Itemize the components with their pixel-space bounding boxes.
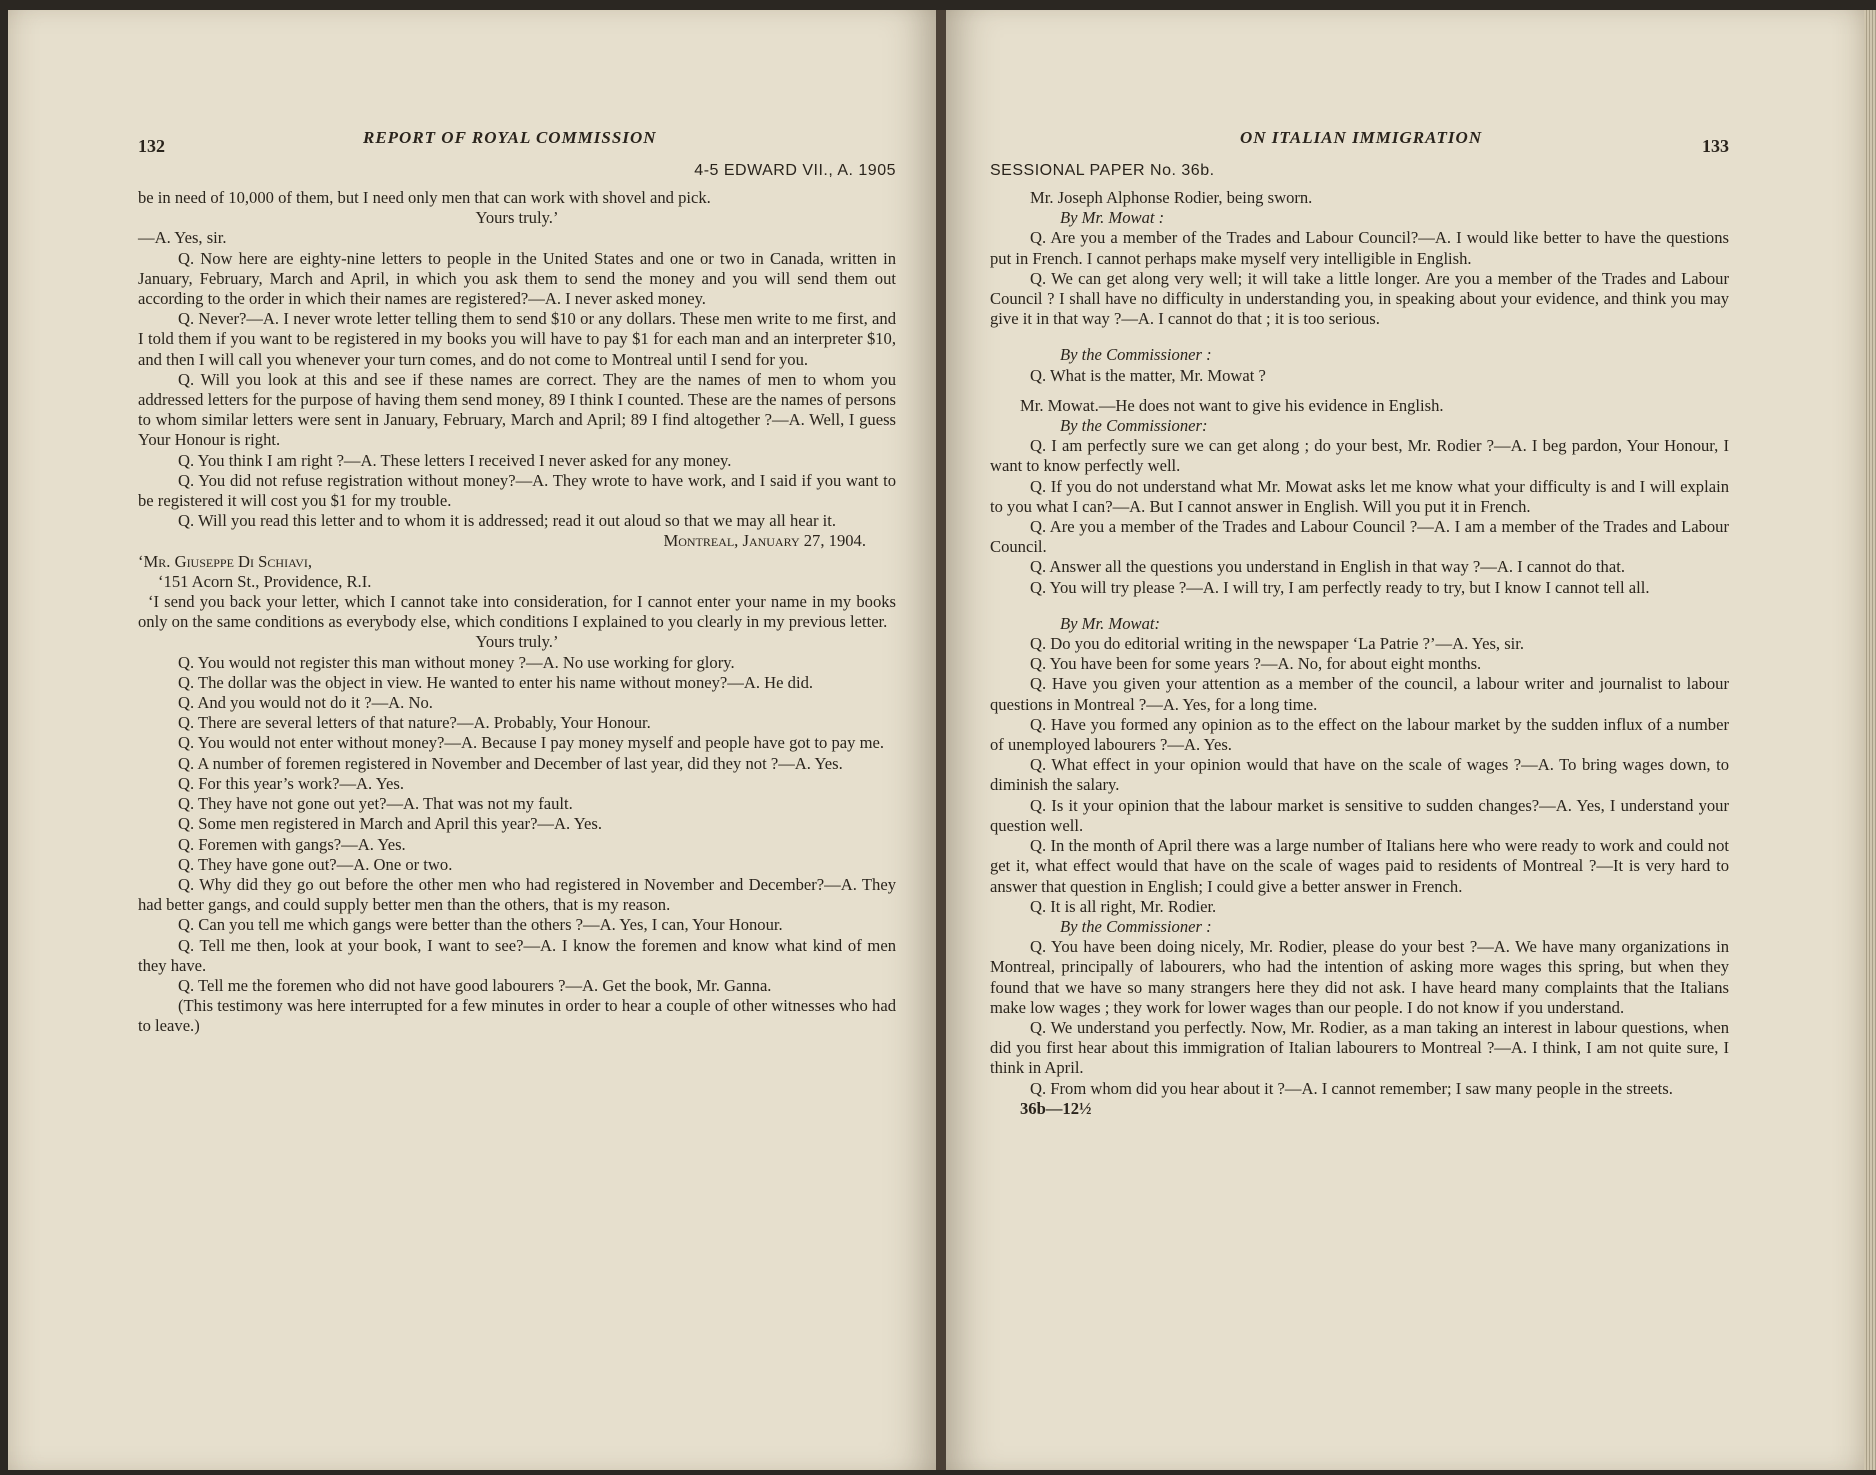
question: Q. Will you read this letter and to whom it is addressed; read it out aloud so that we may all hear it. [178, 511, 837, 531]
letter-closing: Yours truly.’ [475, 208, 559, 228]
examiner-heading: By Mr. Mowat : [1060, 208, 1165, 228]
signature-mark: 36b—12½ [1020, 1098, 1092, 1118]
question: Q. They have gone out?—A. One or two. [178, 854, 453, 874]
question: Q. We understand you perfectly. Now, Mr. Rodier, as a man taking an interest in labour questions, when did you first hear about this immigration of Italian labourers to Montreal ?—A. I think, I am not quite sure, I think in April. [990, 1017, 1729, 1078]
question: Q. From whom did you hear about it ?—A. I cannot remember; I saw many people in the streets. [1030, 1078, 1673, 1098]
question: Q. The dollar was the object in view. He wanted to enter his name without money?—A. He did. [178, 672, 814, 692]
running-title: ON ITALIAN IMMIGRATION [1240, 128, 1483, 147]
question: Q. Can you tell me which gangs were better than the others ?—A. Yes, I can, Your Honour. [178, 915, 783, 935]
question: Q. Some men registered in March and April this year?—A. Yes. [178, 814, 602, 834]
question: Q. They have not gone out yet?—A. That was not my fault. [178, 794, 573, 814]
right-page [946, 10, 1864, 1470]
question: Q. Will you look at this and see if these names are correct. They are the names of men to whom you addressed letters for the purpose of having them send money, 89 I think I counted. These are the names of persons to whom similar letters were sent in January, February, March and April; 89 I find altogether ?—A. Well, I guess Your Honour is right. [138, 369, 896, 450]
examiner-heading: By the Commissioner : [1060, 916, 1212, 936]
note: (This testimony was here interrupted for a few minutes in order to hear a couple of other witnesses who had to leave.) [138, 996, 896, 1036]
question: Q. You will try please ?—A. I will try, I am perfectly ready to try, but I know I cannot tell all. [1030, 577, 1650, 597]
letter-address: ‘151 Acorn St., Providence, R.I. [158, 571, 372, 591]
body-text-left [138, 188, 896, 1037]
question: Q. I am perfectly sure we can get along ; do your best, Mr. Rodier ?—A. I beg pardon, Your Honour, I want to know perfectly well. [990, 436, 1729, 476]
question: Q. What effect in your opinion would that have on the scale of wages ?—A. To bring wages down, to diminish the salary. [990, 755, 1729, 795]
running-head-right [990, 128, 1729, 162]
paragraph: be in need of 10,000 of them, but I need only men that can work with shovel and pick. [138, 188, 711, 207]
question: Q. You would not enter without money?—A. Because I pay money myself and people have got to pay me. [178, 733, 885, 753]
question: Q. You think I am right ?—A. These letters I received I never asked for any money. [178, 450, 732, 470]
question: Q. What is the matter, Mr. Mowat ? [1030, 365, 1266, 385]
examiner-heading: By Mr. Mowat: [1060, 613, 1161, 633]
witness-sworn: Mr. Joseph Alphonse Rodier, being sworn. [1030, 188, 1313, 207]
question: Q. We can get along very well; it will take a little longer. Are you a member of the Trades and Labour Council ? I shall have no difficulty in understanding you, in speaking about your evidence, and think you may give it in that way ?—A. I cannot do that ; it is too serious. [990, 268, 1729, 329]
question: Q. A number of foremen registered in November and December of last year, did they not ?—A. Yes. [178, 753, 843, 773]
page-number: 133 [1702, 136, 1729, 156]
question: Q. You have been for some years ?—A. No, for about eight months. [1030, 654, 1482, 674]
letter-dateline: Montreal, January 27, 1904. [663, 531, 866, 551]
running-head-left [138, 128, 896, 162]
question: Q. Do you do editorial writing in the newspaper ‘La Patrie ?’—A. Yes, sir. [1030, 634, 1525, 654]
question: Q. Is it your opinion that the labour market is sensitive to sudden changes?—A. Yes, I understand your question well. [990, 795, 1729, 835]
question: Q. For this year’s work?—A. Yes. [178, 773, 405, 793]
question: Q. In the month of April there was a large number of Italians here who were ready to work and could not get it, what effect would that have on the scale of wages paid to residents of Montreal ?—It is very hard to answer that question in English; I could give a better answer in French. [990, 836, 1729, 896]
question: Q. Are you a member of the Trades and Labour Council?—A. I would like better to have the questions put in French. I cannot perhaps make myself very intelligible in English. [990, 228, 1729, 268]
page-number: 132 [138, 136, 165, 156]
question: Q. Have you formed any opinion as to the effect on the labour market by the sudden influx of a number of unemployed labourers ?—A. Yes. [990, 714, 1729, 755]
question: Q. Why did they go out before the other men who had registered in November and December?—A. They had better gangs, and could supply better men than the others, that is my reason. [138, 874, 896, 915]
question: Q. Never?—A. I never wrote letter telling them to send $10 or any dollars. These men write to me first, and I told them if you want to be registered in my books you will have to pay $1 for each man and an interpreter $10, and then I will call you whenever your turn comes, and do not come to Montreal until I send for you. [138, 309, 896, 369]
question: Q. You did not refuse registration without money?—A. They wrote to have work, and I said if you want to be registered it will cost you $1 for my trouble. [138, 470, 896, 511]
question: Q. You have been doing nicely, Mr. Rodier, please do your best ?—A. We have many organizations in Montreal, principally of labourers, who had the intention of asking more wages this spring, but when they found that we have so many strangers here they did not ask. I have heard many complaints that the Italians make low wages ; they work for lower wages than our people. I do not know if you understand. [990, 937, 1729, 1017]
examiner-heading: By the Commissioner : [1060, 345, 1212, 365]
left-page [8, 10, 936, 1470]
edition-line: 4-5 EDWARD VII., A. 1905 [694, 162, 896, 179]
statement: Mr. Mowat.—He does not want to give his evidence in English. [1020, 395, 1444, 415]
question: Q. You would not register this man without money ?—A. No use working for glory. [178, 652, 735, 672]
sessional-paper-line: SESSIONAL PAPER No. 36b. [990, 162, 1215, 179]
book-gutter [936, 10, 946, 1470]
letter-addressee: ‘Mr. Giuseppe Di Schiavi, [138, 551, 313, 571]
running-title: REPORT OF ROYAL COMMISSION [363, 128, 657, 147]
answer: —A. Yes, sir. [138, 228, 227, 248]
question: Q. Now here are eighty-nine letters to people in the United States and one or two in Canada, written in January, February, March and April, in which you ask them to send the money and you will send them out according to the order in which their names are registered?—A. I never asked money. [138, 248, 896, 309]
letter-body: ‘I send you back your letter, which I cannot take into consideration, for I cannot enter your name in my books only on the same conditions as everybody else, which conditions I explained to you clearly in my previous letter. [138, 592, 896, 632]
question: Q. Tell me then, look at your book, I want to see?—A. I know the foremen and know what kind of men they have. [138, 935, 896, 975]
examiner-heading: By the Commissioner: [1060, 416, 1208, 436]
question: Q. It is all right, Mr. Rodier. [1030, 896, 1217, 916]
question: Q. Are you a member of the Trades and Labour Council ?—A. I am a member of the Trades and Labour Council. [990, 517, 1729, 557]
question: Q. Tell me the foremen who did not have good labourers ?—A. Get the book, Mr. Ganna. [178, 975, 772, 995]
page-edges [1864, 10, 1876, 1470]
question: Q. Answer all the questions you understand in English in that way ?—A. I cannot do that. [1030, 557, 1625, 577]
question: Q. If you do not understand what Mr. Mowat asks let me know what your difficulty is and I will explain to you what I can?—A. But I cannot answer in English. Will you put it in French. [990, 476, 1729, 516]
question: Q. There are several letters of that nature?—A. Probably, Your Honour. [178, 713, 651, 733]
question: Q. And you would not do it ?—A. No. [178, 693, 433, 713]
body-text-right [990, 188, 1729, 1119]
letter-closing: Yours truly.’ [475, 632, 559, 652]
question: Q. Have you given your attention as a member of the council, a labour writer and journalist to labour questions in Montreal ?—A. Yes, for a long time. [990, 674, 1729, 714]
question: Q. Foremen with gangs?—A. Yes. [178, 834, 406, 854]
